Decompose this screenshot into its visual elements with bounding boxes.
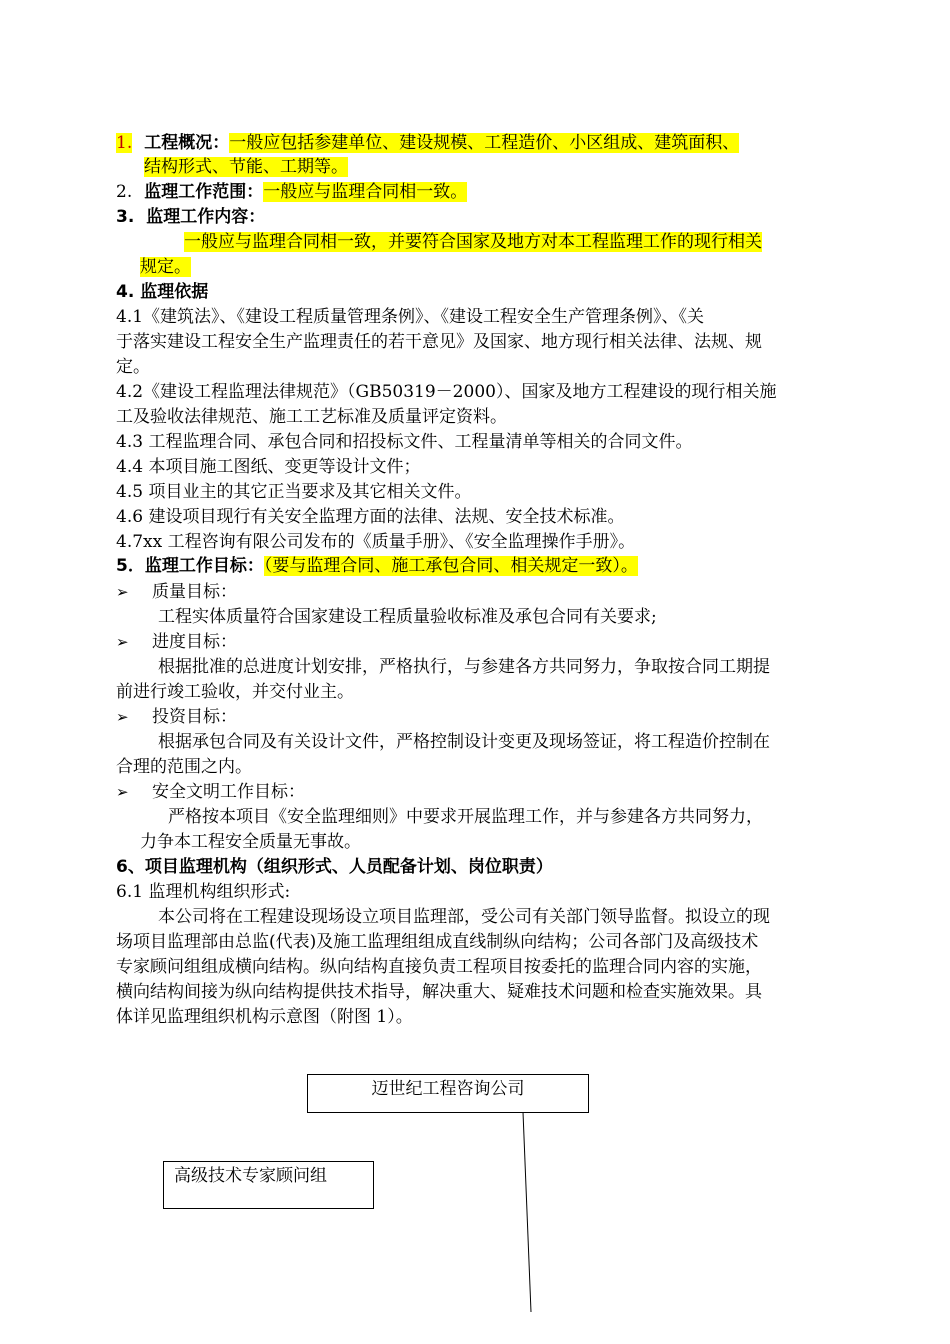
section-1-text-b: 结构形式、节能、工期等。 bbox=[144, 157, 348, 177]
goal-schedule-text-b: 前进行竣工验收，并交付业主。 bbox=[116, 682, 354, 702]
bullet-arrow-icon: ➢ bbox=[116, 708, 129, 726]
section-4-item-2-b: 工及验收法律规范、施工工艺标准及质量评定资料。 bbox=[116, 407, 507, 427]
bullet-arrow-icon: ➢ bbox=[116, 583, 129, 601]
section-4-item-2-a: 4.2《建设工程监理法律规范》（GB50319－2000）、国家及地方工程建设的现行相关施 bbox=[116, 382, 777, 402]
goal-safety-text-a: 严格按本项目《安全监理细则》中要求开展监理工作，并与参建各方共同努力， bbox=[168, 807, 763, 827]
goal-schedule-text-a: 根据批准的总进度计划安排，严格执行，与参建各方共同努力，争取按合同工期提 bbox=[158, 657, 770, 677]
section-5-title: 5．监理工作目标： bbox=[116, 556, 264, 576]
goal-safety-label: 安全文明工作目标： bbox=[152, 782, 305, 802]
section-6-para-b: 场项目监理部由总监(代表)及施工监理组组成直线制纵向结构；公司各部门及高级技术 bbox=[116, 932, 759, 952]
section-2-text: 一般应与监理合同相一致。 bbox=[263, 182, 468, 202]
org-expert-label: 高级技术专家顾问组 bbox=[174, 1166, 327, 1186]
section-6-para-d: 横向结构间接为纵向结构提供技术指导，解决重大、疑难技术问题和检查实施效果。具 bbox=[116, 982, 762, 1002]
section-4-item-1-a: 4.1《建筑法》、《建设工程质量管理条例》、《建设工程安全生产管理条例》、《关 bbox=[116, 307, 705, 327]
section-4-item-5: 4.5 项目业主的其它正当要求及其它相关文件。 bbox=[116, 482, 472, 502]
section-1-title: 工程概况： bbox=[144, 133, 230, 153]
goal-schedule-label: 进度目标： bbox=[152, 632, 237, 652]
bullet-arrow-icon: ➢ bbox=[116, 633, 129, 651]
section-6-para-a: 本公司将在工程建设现场设立项目监理部，受公司有关部门领导监督。拟设立的现 bbox=[158, 907, 770, 927]
section-4-item-1-b: 于落实建设工程安全生产监理责任的若干意见》及国家、地方现行相关法律、法规、规 bbox=[116, 332, 762, 352]
goal-investment-text-a: 根据承包合同及有关设计文件，严格控制设计变更及现场签证，将工程造价控制在 bbox=[158, 732, 770, 752]
section-6-para-c: 专家顾问组组成横向结构。纵向结构直接负责工程项目按委托的监理合同内容的实施， bbox=[116, 957, 762, 977]
goal-investment-text-b: 合理的范围之内。 bbox=[116, 757, 252, 777]
section-4-item-4: 4.4 本项目施工图纸、变更等设计文件； bbox=[116, 457, 421, 477]
section-6-para-e: 体详见监理组织机构示意图（附图 1）。 bbox=[116, 1007, 413, 1027]
section-3-title: 监理工作内容： bbox=[146, 207, 266, 227]
section-2-number: 2. bbox=[116, 182, 133, 202]
section-3-number: 3. bbox=[116, 207, 135, 227]
section-5-note: （要与监理合同、施工承包合同、相关规定一致）。 bbox=[263, 556, 638, 576]
section-3-text-b: 规定。 bbox=[140, 257, 191, 277]
section-6-subtitle: 6.1 监理机构组织形式: bbox=[116, 882, 291, 902]
goal-quality-text: 工程实体质量符合国家建设工程质量验收标准及承包合同有关要求; bbox=[158, 607, 657, 627]
org-vertical-connector bbox=[523, 1112, 531, 1312]
goal-quality-label: 质量目标： bbox=[152, 582, 237, 602]
section-1-text-a: 一般应包括参建单位、建设规模、工程造价、小区组成、建筑面积、 bbox=[229, 133, 740, 153]
section-1-number: 1. bbox=[116, 133, 133, 153]
section-6-title: 6、项目监理机构（组织形式、人员配备计划、岗位职责） bbox=[116, 857, 553, 877]
goal-investment-label: 投资目标： bbox=[152, 707, 237, 727]
section-4-item-1-c: 定。 bbox=[116, 357, 150, 377]
goal-safety-text-b: 力争本工程安全质量无事故。 bbox=[140, 832, 361, 852]
section-4-item-7: 4.7xx 工程咨询有限公司发布的《质量手册》、《安全监理操作手册》。 bbox=[116, 532, 636, 552]
org-box-expert bbox=[163, 1161, 374, 1209]
section-4-item-6: 4.6 建设项目现行有关安全监理方面的法律、法规、安全技术标准。 bbox=[116, 507, 625, 527]
org-company-label: 迈世纪工程咨询公司 bbox=[371, 1079, 525, 1099]
section-2-title: 监理工作范围： bbox=[144, 182, 264, 202]
bullet-arrow-icon: ➢ bbox=[116, 783, 129, 801]
section-4-heading: 4. 监理依据 bbox=[116, 282, 209, 302]
section-4-item-3: 4.3 工程监理合同、承包合同和招投标文件、工程量清单等相关的合同文件。 bbox=[116, 432, 693, 452]
org-box-company bbox=[307, 1074, 589, 1113]
section-3-text-a: 一般应与监理合同相一致，并要符合国家及地方对本工程监理工作的现行相关 bbox=[184, 232, 762, 252]
